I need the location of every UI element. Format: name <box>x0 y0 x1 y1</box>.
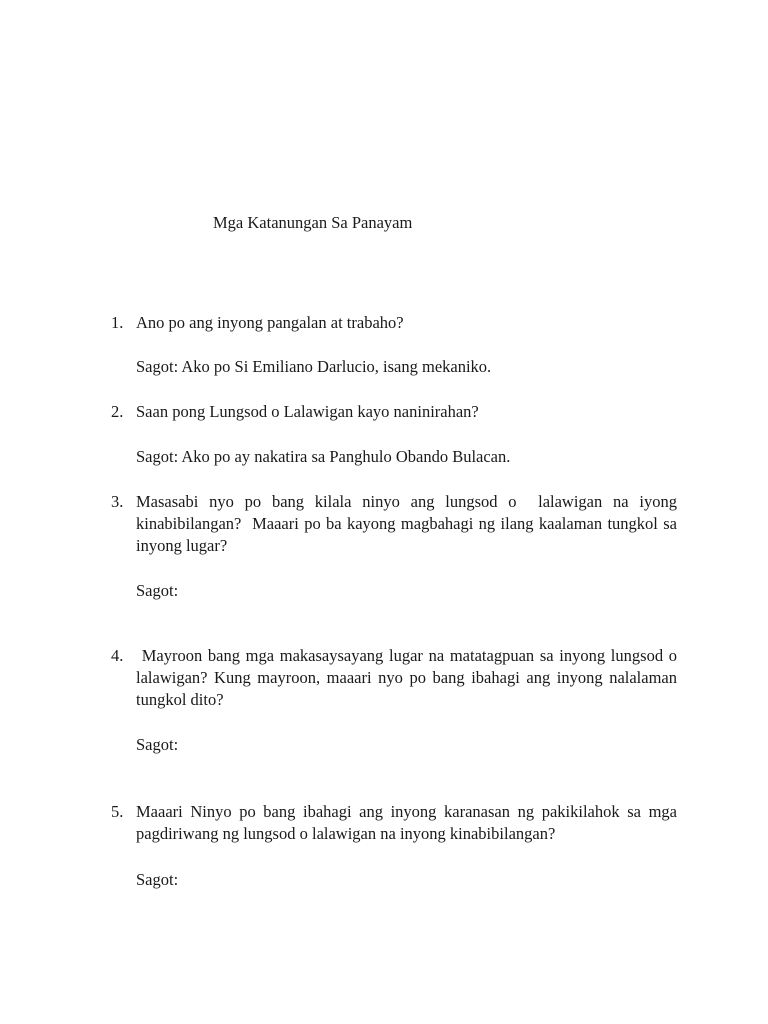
question-number: 1. <box>111 313 124 332</box>
answer-1: Sagot: Ako po Si Emiliano Darlucio, isang mekaniko. <box>136 357 492 376</box>
answer-3: Sagot: <box>136 581 179 600</box>
document-title: Mga Katanungan Sa Panayam <box>213 213 413 232</box>
question-3 <box>111 491 682 557</box>
question-5 <box>111 801 677 845</box>
question-number: 2. <box>111 402 124 421</box>
question-number: 3. <box>111 492 124 511</box>
answer-2: Sagot: Ako po ay nakatira sa Panghulo Obando Bulacan. <box>136 447 511 466</box>
question-text: Ano po ang inyong pangalan at trabaho? <box>136 313 404 332</box>
answer-4: Sagot: <box>136 735 179 754</box>
question-text: Masasabi nyo po bang kilala ninyo ang lungsod o lalawigan na iyong kinabibilangan? Maaari po ba kayong magbahagi ng ilang kaalaman tungkol sa inyong lugar? <box>136 492 682 555</box>
question-text: Maaari Ninyo po bang ibahagi ang inyong karanasan ng pakikilahok sa mga pagdiriwang ng lungsod o lalawigan na inyong kinabibilangan? <box>136 802 677 843</box>
question-text: Mayroon bang mga makasaysayang lugar na matatagpuan sa inyong lungsod o lalawigan? Kung mayroon, maaari nyo po bang ibahagi ang inyong nalalaman tungkol dito? <box>136 646 682 709</box>
question-1 <box>111 312 677 334</box>
question-2 <box>111 401 677 423</box>
question-number: 5. <box>111 802 124 821</box>
question-number: 4. <box>111 646 124 665</box>
answer-5: Sagot: <box>136 870 179 889</box>
question-4 <box>111 645 682 711</box>
question-text: Saan pong Lungsod o Lalawigan kayo naninirahan? <box>136 402 479 421</box>
